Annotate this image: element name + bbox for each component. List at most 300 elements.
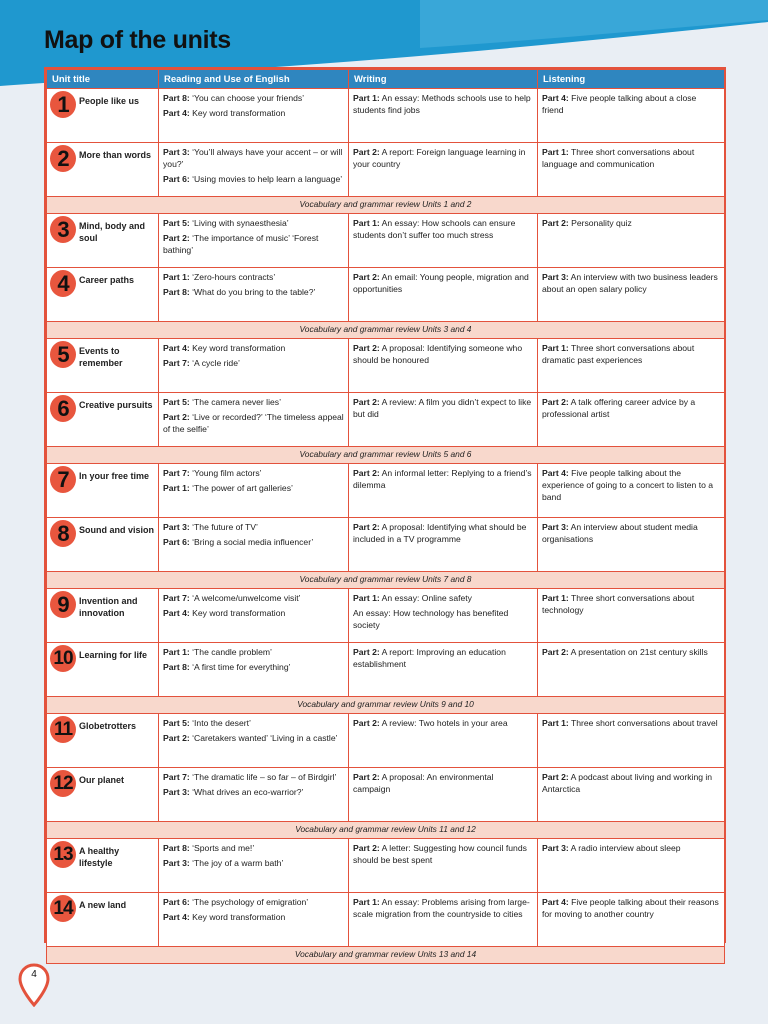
writing-item (353, 467, 533, 491)
part-text: ‘The psychology of emigration’ (189, 897, 309, 907)
part-text: A proposal: An environmental campaign (353, 772, 494, 794)
reading-item (163, 467, 344, 479)
writing-item (353, 717, 533, 729)
part-text: ‘The joy of a warm bath’ (189, 858, 284, 868)
header-reading: Reading and Use of English (159, 70, 349, 89)
unit-number-badge (50, 895, 76, 922)
reading-item (163, 661, 344, 673)
review-row (47, 947, 725, 964)
unit-number: 6 (57, 396, 69, 421)
part-label: Part 5: (163, 718, 190, 728)
reading-item (163, 717, 344, 729)
part-label: Part 8: (163, 843, 190, 853)
part-text: ‘Using movies to help learn a language’ (189, 174, 343, 184)
part-text: ‘Live or recorded?’ ‘The timeless appeal of the selfie’ (163, 412, 344, 434)
writing-cell (349, 268, 538, 322)
unit-title: Mind, body and soul (79, 221, 145, 243)
unit-title: A new land (79, 900, 127, 910)
part-text: A talk offering career advice by a professional artist (542, 397, 696, 419)
part-label: Part 1: (542, 593, 569, 603)
part-text: An informal letter: Replying to a friend’s dilemma (353, 468, 532, 490)
part-text: An interview about student media organisations (542, 522, 698, 544)
part-text: ‘Caretakers wanted’ ‘Living in a castle’ (189, 733, 338, 743)
listening-item (542, 592, 720, 616)
reading-item (163, 521, 344, 533)
writing-cell (349, 589, 538, 643)
reading-cell (159, 518, 349, 572)
writing-item (353, 521, 533, 545)
unit-row (47, 714, 725, 768)
unit-title-cell (47, 518, 159, 572)
unit-title-cell (47, 839, 159, 893)
reading-item (163, 357, 344, 369)
unit-row (47, 893, 725, 947)
part-text: ‘Young film actors’ (189, 468, 262, 478)
unit-title-wrap (50, 646, 154, 672)
writing-cell (349, 643, 538, 697)
part-label: Part 2: (353, 843, 380, 853)
unit-title-wrap (50, 92, 154, 118)
listening-item (542, 342, 720, 366)
part-text: A proposal: Identifying someone who should be honoured (353, 343, 523, 365)
part-label: Part 5: (163, 397, 190, 407)
part-label: Part 4: (542, 93, 569, 103)
writing-cell (349, 143, 538, 197)
writing-item (353, 146, 533, 170)
reading-item (163, 536, 344, 548)
unit-row (47, 589, 725, 643)
listening-cell (538, 89, 725, 143)
part-label: Part 2: (542, 647, 569, 657)
unit-row (47, 339, 725, 393)
unit-number-badge (50, 466, 76, 493)
reading-cell (159, 268, 349, 322)
page-title: Map of the units (44, 26, 231, 54)
writing-cell (349, 518, 538, 572)
listening-cell (538, 214, 725, 268)
unit-number: 11 (53, 719, 73, 740)
reading-item (163, 842, 344, 854)
part-text: ‘You can choose your friends’ (189, 93, 305, 103)
part-label: Part 1: (353, 593, 380, 603)
unit-row (47, 214, 725, 268)
unit-title-cell (47, 214, 159, 268)
reading-cell (159, 464, 349, 518)
part-text: Three short conversations about travel (568, 718, 718, 728)
part-text: A report: Foreign language learning in your country (353, 147, 526, 169)
part-label: Part 8: (163, 287, 190, 297)
part-text: ‘The camera never lies’ (189, 397, 281, 407)
listening-cell (538, 339, 725, 393)
part-label: Part 1: (353, 218, 380, 228)
part-label: Part 2: (163, 233, 190, 243)
reading-item (163, 896, 344, 908)
part-label: Part 4: (163, 608, 190, 618)
review-row (47, 447, 725, 464)
part-text: ‘The candle problem’ (189, 647, 272, 657)
review-label: Vocabulary and grammar review Units 13 and 14 (47, 947, 725, 964)
review-label: Vocabulary and grammar review Units 11 and 12 (47, 822, 725, 839)
part-label: Part 2: (353, 522, 380, 532)
unit-title-wrap (50, 896, 154, 922)
unit-row (47, 643, 725, 697)
unit-title-wrap (50, 771, 154, 797)
unit-row (47, 268, 725, 322)
unit-title-wrap (50, 217, 154, 244)
writing-item (353, 92, 533, 116)
header-listening: Listening (538, 70, 725, 89)
part-label: Part 2: (353, 718, 380, 728)
part-text: ‘The future of TV’ (189, 522, 258, 532)
unit-number: 2 (57, 146, 69, 171)
page-number: 4 (31, 969, 37, 980)
review-label: Vocabulary and grammar review Units 1 and 2 (47, 197, 725, 214)
part-text: ‘Sports and me!’ (189, 843, 255, 853)
listening-item (542, 146, 720, 170)
part-label: Part 2: (353, 772, 380, 782)
review-row (47, 572, 725, 589)
unit-title-wrap (50, 842, 154, 869)
part-text: Three short conversations about technology (542, 593, 695, 615)
listening-item (542, 467, 720, 503)
listening-cell (538, 393, 725, 447)
part-text: ‘Living with synaesthesia’ (189, 218, 289, 228)
writing-cell (349, 839, 538, 893)
unit-row (47, 393, 725, 447)
reading-item (163, 732, 344, 744)
unit-number-badge (50, 341, 76, 368)
unit-title-wrap (50, 467, 154, 493)
part-text: A report: Improving an education establishment (353, 647, 506, 669)
reading-cell (159, 839, 349, 893)
reading-cell (159, 768, 349, 822)
listening-cell (538, 589, 725, 643)
reading-item (163, 607, 344, 619)
unit-title-cell (47, 464, 159, 518)
part-label: Part 3: (542, 272, 569, 282)
writing-cell (349, 339, 538, 393)
unit-title: Sound and vision (79, 525, 155, 535)
unit-title: Our planet (79, 775, 125, 785)
listening-cell (538, 464, 725, 518)
listening-item (542, 217, 720, 229)
part-label: Part 7: (163, 468, 190, 478)
part-label: Part 2: (542, 218, 569, 228)
writing-item (353, 896, 533, 920)
writing-cell (349, 464, 538, 518)
writing-cell (349, 893, 538, 947)
reading-item (163, 107, 344, 119)
reading-item (163, 342, 344, 354)
unit-row (47, 839, 725, 893)
part-label: Part 2: (542, 397, 569, 407)
unit-row (47, 143, 725, 197)
part-label: Part 2: (163, 412, 190, 422)
unit-title-cell (47, 339, 159, 393)
unit-number: 4 (57, 271, 69, 296)
unit-title: A healthy lifestyle (79, 846, 120, 868)
reading-item (163, 646, 344, 658)
part-text: A presentation on 21st century skills (568, 647, 708, 657)
unit-number: 13 (53, 844, 73, 865)
listening-cell (538, 143, 725, 197)
unit-title-cell (47, 393, 159, 447)
reading-item (163, 482, 344, 494)
writing-item (353, 342, 533, 366)
listening-cell (538, 714, 725, 768)
listening-cell (538, 839, 725, 893)
unit-number: 8 (57, 521, 69, 546)
listening-item (542, 771, 720, 795)
part-text: An email: Young people, migration and opportunities (353, 272, 529, 294)
part-text: ‘A welcome/unwelcome visit’ (189, 593, 301, 603)
unit-title: Creative pursuits (79, 400, 153, 410)
listening-item (542, 271, 720, 295)
unit-number: 1 (57, 92, 69, 117)
unit-row (47, 89, 725, 143)
unit-number: 10 (53, 648, 73, 669)
part-text: ‘What do you bring to the table?’ (189, 287, 316, 297)
part-text: Key word transformation (189, 608, 286, 618)
part-text: A review: A film you didn’t expect to like but did (353, 397, 532, 419)
reading-cell (159, 393, 349, 447)
part-label: Part 1: (542, 718, 569, 728)
unit-row (47, 768, 725, 822)
part-text: Three short conversations about dramatic past experiences (542, 343, 695, 365)
unit-title-cell (47, 89, 159, 143)
part-label: Part 3: (542, 843, 569, 853)
part-text: Five people talking about the experience of going to a concert to listen to a band (542, 468, 714, 502)
reading-item (163, 286, 344, 298)
part-label: Part 4: (542, 468, 569, 478)
unit-title: Career paths (79, 275, 135, 285)
unit-title: In your free time (79, 471, 150, 481)
reading-item (163, 173, 344, 185)
part-text: ‘A cycle ride’ (189, 358, 240, 368)
part-label: Part 4: (163, 912, 190, 922)
unit-number-badge (50, 91, 76, 118)
part-text: An essay: How technology has benefited society (353, 608, 509, 630)
part-label: Part 1: (542, 343, 569, 353)
unit-title-wrap (50, 342, 154, 369)
reading-item (163, 217, 344, 229)
part-text: A podcast about living and working in Antarctica (542, 772, 713, 794)
unit-number-badge (50, 270, 76, 297)
unit-number-badge (50, 145, 76, 172)
part-label: Part 8: (163, 662, 190, 672)
unit-title-cell (47, 268, 159, 322)
unit-number-badge (50, 841, 76, 868)
reading-cell (159, 214, 349, 268)
unit-number: 9 (57, 592, 69, 617)
writing-cell (349, 89, 538, 143)
unit-title-cell (47, 143, 159, 197)
review-row (47, 697, 725, 714)
part-label: Part 2: (542, 772, 569, 782)
part-text: Key word transformation (189, 343, 286, 353)
part-text: ‘Zero-hours contracts’ (189, 272, 276, 282)
units-map-table (46, 69, 725, 964)
part-label: Part 6: (163, 174, 190, 184)
unit-number: 12 (53, 773, 73, 794)
listening-cell (538, 768, 725, 822)
unit-title-wrap (50, 717, 154, 743)
reading-cell (159, 589, 349, 643)
part-text: An essay: Problems arising from large-scale migration from the countryside to cities (353, 897, 530, 919)
unit-title: People like us (79, 96, 140, 106)
unit-title-cell (47, 589, 159, 643)
part-label: Part 1: (163, 272, 190, 282)
writing-cell (349, 214, 538, 268)
reading-cell (159, 339, 349, 393)
review-label: Vocabulary and grammar review Units 5 and 6 (47, 447, 725, 464)
part-text: An interview with two business leaders about an open salary policy (542, 272, 718, 294)
review-row (47, 822, 725, 839)
unit-title: Globetrotters (79, 721, 137, 731)
part-text: Key word transformation (189, 108, 286, 118)
unit-title-wrap (50, 146, 154, 172)
part-label: Part 2: (353, 147, 380, 157)
reading-item (163, 911, 344, 923)
part-label: Part 3: (163, 522, 190, 532)
unit-title: Events to remember (79, 346, 123, 368)
unit-title-wrap (50, 271, 154, 297)
part-label: Part 3: (163, 787, 190, 797)
reading-cell (159, 89, 349, 143)
part-label: Part 3: (542, 522, 569, 532)
reading-item (163, 411, 344, 435)
unit-title: Learning for life (79, 650, 148, 660)
part-label: Part 3: (163, 858, 190, 868)
unit-number-badge (50, 216, 76, 243)
writing-item (353, 607, 533, 631)
writing-item (353, 271, 533, 295)
review-label: Vocabulary and grammar review Units 3 and 4 (47, 322, 725, 339)
listening-cell (538, 268, 725, 322)
unit-number-badge (50, 770, 76, 797)
part-label: Part 4: (542, 897, 569, 907)
unit-title-cell (47, 893, 159, 947)
unit-title-wrap (50, 396, 154, 422)
part-label: Part 7: (163, 593, 190, 603)
listening-cell (538, 643, 725, 697)
unit-title: More than words (79, 150, 152, 160)
reading-cell (159, 643, 349, 697)
part-label: Part 2: (353, 397, 380, 407)
part-label: Part 6: (163, 897, 190, 907)
part-text: ‘The power of art galleries’ (189, 483, 293, 493)
unit-number: 5 (57, 342, 69, 367)
unit-row (47, 518, 725, 572)
unit-number-badge (50, 716, 76, 743)
listening-item (542, 717, 720, 729)
unit-number-badge (50, 520, 76, 547)
writing-cell (349, 714, 538, 768)
part-label: Part 2: (353, 272, 380, 282)
reading-item (163, 592, 344, 604)
part-label: Part 8: (163, 93, 190, 103)
listening-item (542, 92, 720, 116)
unit-number: 7 (57, 467, 69, 492)
part-text: A review: Two hotels in your area (379, 718, 508, 728)
unit-number-badge (50, 645, 76, 672)
listening-item (542, 521, 720, 545)
unit-title-wrap (50, 521, 154, 547)
part-label: Part 2: (353, 343, 380, 353)
part-text: Personality quiz (568, 218, 632, 228)
part-text: ‘What drives an eco-warrior?’ (189, 787, 304, 797)
part-label: Part 2: (163, 733, 190, 743)
part-text: An essay: Online safety (379, 593, 472, 603)
listening-item (542, 396, 720, 420)
part-text: ‘You’ll always have your accent – or will you?’ (163, 147, 343, 169)
part-label: Part 3: (163, 147, 190, 157)
part-text: ‘Into the desert’ (189, 718, 251, 728)
writing-item (353, 396, 533, 420)
part-text: ‘Bring a social media influencer’ (189, 537, 314, 547)
reading-cell (159, 714, 349, 768)
part-label: Part 7: (163, 358, 190, 368)
part-label: Part 6: (163, 537, 190, 547)
unit-number: 14 (53, 898, 73, 919)
reading-item (163, 396, 344, 408)
part-label: Part 1: (163, 483, 190, 493)
reading-item (163, 857, 344, 869)
reading-cell (159, 143, 349, 197)
part-text: ‘A first time for everything’ (189, 662, 291, 672)
part-label: Part 1: (542, 147, 569, 157)
part-label: Part 4: (163, 343, 190, 353)
part-text: ‘The dramatic life – so far – of Birdgirl’ (189, 772, 337, 782)
reading-item (163, 771, 344, 783)
listening-item (542, 646, 720, 658)
reading-cell (159, 893, 349, 947)
unit-title: Invention and innovation (79, 596, 138, 618)
unit-number-badge (50, 395, 76, 422)
reading-item (163, 786, 344, 798)
reading-item (163, 232, 344, 256)
part-text: A radio interview about sleep (568, 843, 681, 853)
part-text: A proposal: Identifying what should be included in a TV programme (353, 522, 527, 544)
writing-item (353, 592, 533, 604)
writing-cell (349, 393, 538, 447)
unit-title-cell (47, 714, 159, 768)
reading-item (163, 92, 344, 104)
part-text: An essay: How schools can ensure students don’t suffer too much stress (353, 218, 516, 240)
unit-title-cell (47, 643, 159, 697)
unit-title-cell (47, 768, 159, 822)
listening-cell (538, 893, 725, 947)
part-text: ‘The importance of music’ ‘Forest bathing’ (163, 233, 319, 255)
review-row (47, 197, 725, 214)
listening-cell (538, 518, 725, 572)
part-text: Five people talking about a close friend (542, 93, 697, 115)
review-label: Vocabulary and grammar review Units 9 and 10 (47, 697, 725, 714)
unit-row (47, 464, 725, 518)
review-row (47, 322, 725, 339)
part-text: Three short conversations about language and communication (542, 147, 695, 169)
reading-item (163, 271, 344, 283)
review-label: Vocabulary and grammar review Units 7 and 8 (47, 572, 725, 589)
writing-item (353, 771, 533, 795)
part-label: Part 1: (163, 647, 190, 657)
table-body (47, 89, 725, 964)
writing-cell (349, 768, 538, 822)
part-label: Part 2: (353, 468, 380, 478)
listening-item (542, 842, 720, 854)
unit-title-wrap (50, 592, 154, 619)
part-label: Part 5: (163, 218, 190, 228)
